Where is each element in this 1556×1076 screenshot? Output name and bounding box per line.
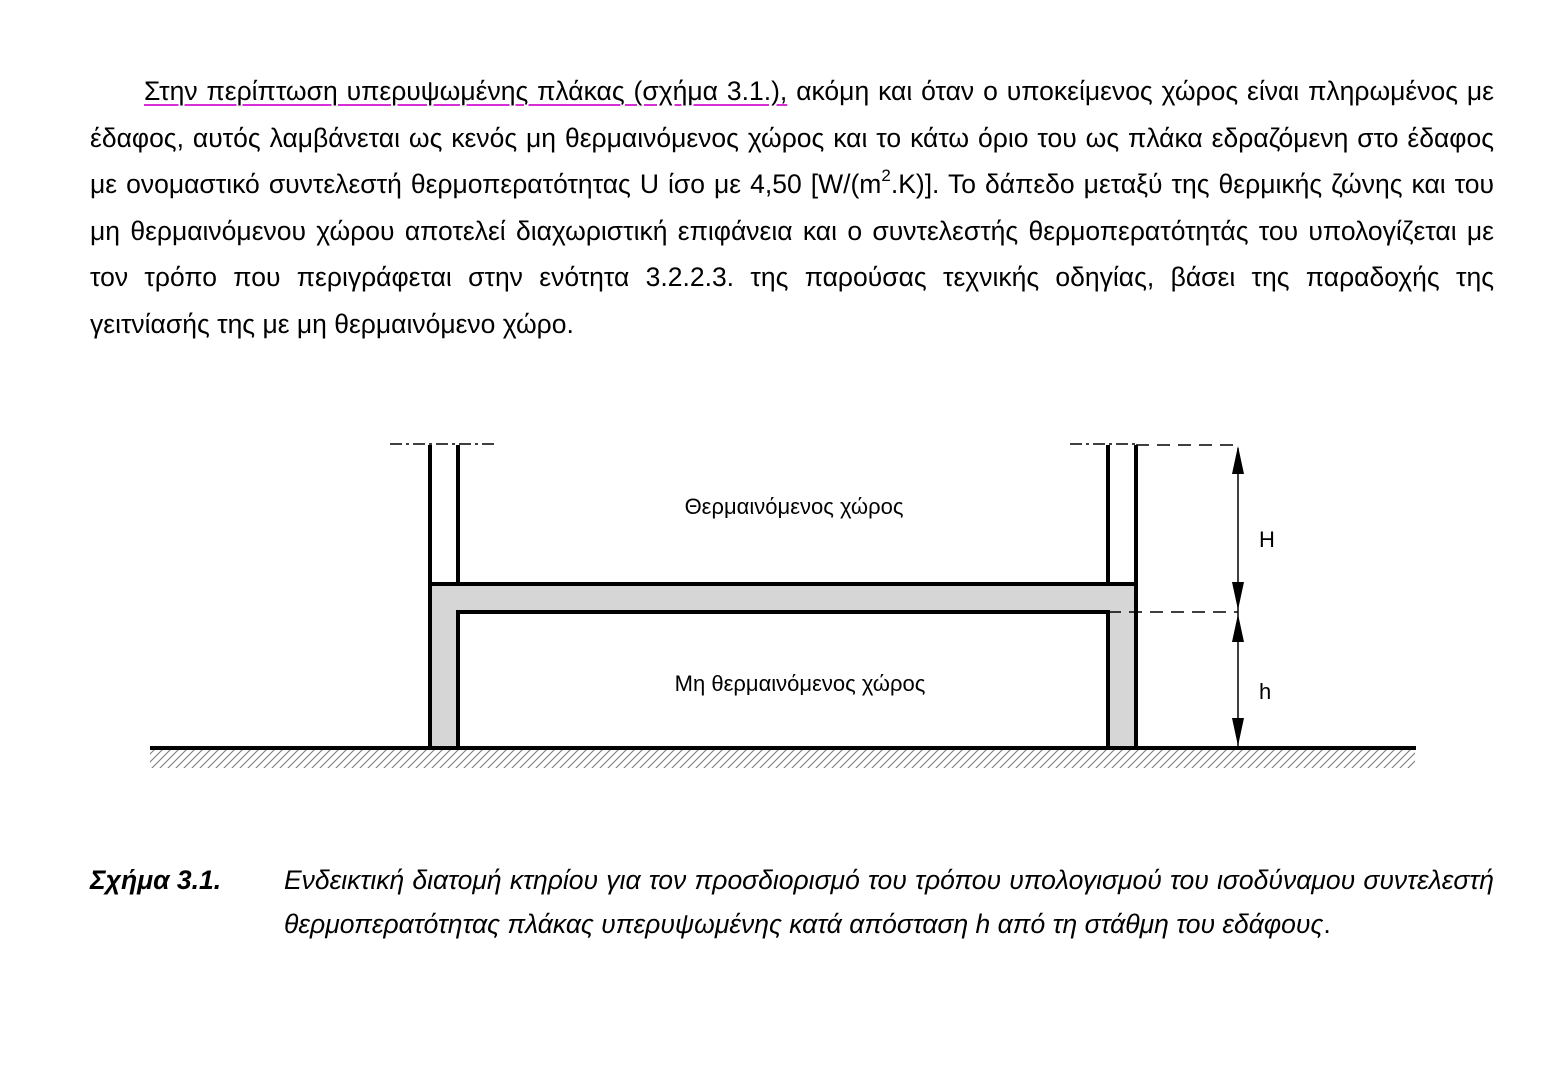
figure-reference-link[interactable]: Στην περίπτωση υπερυψωμένης πλάκας (σχήμα 3.1.), — [144, 76, 788, 106]
arrow-h-bottom — [1232, 718, 1244, 746]
caption-text — [284, 858, 1494, 946]
unheated-space-label: Μη θερμαινόμενος χώρος — [674, 671, 926, 696]
heated-space-label: Θερμαινόμενος χώρος — [684, 494, 904, 519]
slab-section — [430, 584, 1136, 748]
ground-hatch — [150, 749, 1415, 768]
arrow-H-top — [1232, 446, 1244, 474]
caption-label: Σχήμα 3.1. — [90, 865, 222, 895]
caption-body: Ενδεικτική διατομή κτηρίου για τον προσδιορισμό του τρόπου υπολογισμού του ισοδύναμου συντελεστή θερμοπερατότητας πλάκας υπερυψωμένης κατά απόσταση h από τη στάθμη του εδάφους — [284, 865, 1494, 939]
paragraph-text-part2: .K)]. Το δάπεδο μεταξύ της θερμικής ζώνης και του μη θερμαινόμενου χώρου αποτελεί διαχωριστική επιφάνεια και ο συντελεστής θερμοπερατότητάς του υπολογίζεται με τον τρόπο που περιγράφεται στην ενότητα 3.2.2.3. της παρούσας τεχνικής οδηγίας, βάσει της παραδοχής της γειτνίασής της με μη θερμαινόμενο χώρο. — [90, 169, 1494, 339]
paragraph-text-part1: ακόμη και όταν ο υποκείμενος χώρος είναι πληρωμένος με έδαφος, αυτός λαμβάνεται ως κενός μη θερμαινόμενος χώρος και το κάτω όριο του ως πλάκα εδραζόμενη στο έδαφος με ονομαστικό συντελεστή θερμοπερατότητας U ίσο με 4,50 [W/(m — [90, 76, 1494, 199]
dimension-H-label: H — [1259, 527, 1275, 552]
arrow-H-bottom — [1232, 582, 1244, 610]
superscript-2: 2 — [881, 166, 891, 186]
dimension-h-label: h — [1259, 679, 1272, 704]
caption-period: . — [1323, 909, 1331, 939]
arrow-h-top — [1232, 614, 1244, 642]
